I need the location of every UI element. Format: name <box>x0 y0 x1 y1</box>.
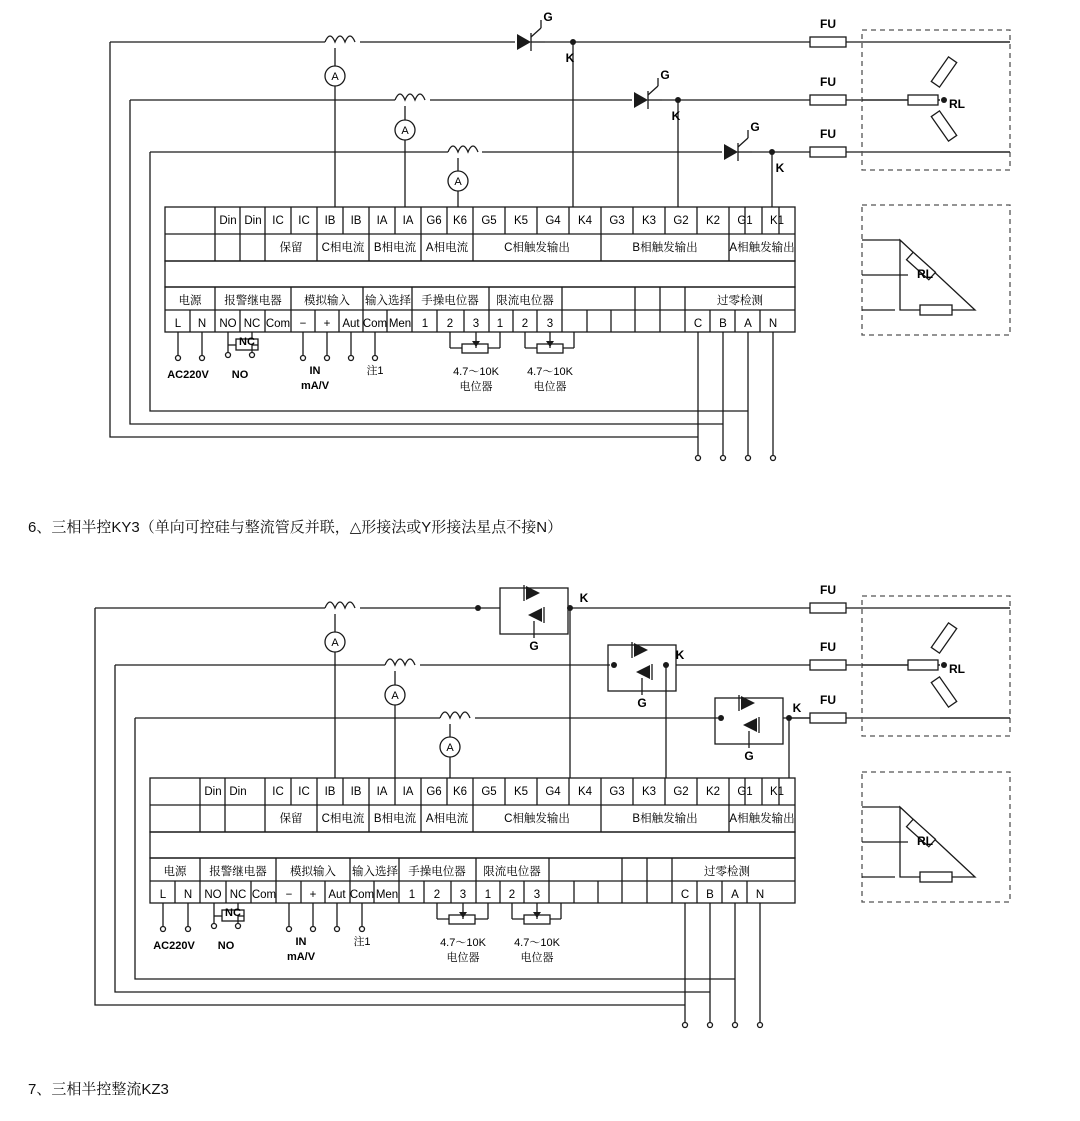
caption-diagram-1: 6、三相半控KY3（单向可控硅与整流管反并联，△形接法或Y形接法星点不接N） <box>28 519 563 536</box>
cell2-r1-8: G6 <box>426 786 442 798</box>
cell2-r1-17: K2 <box>705 786 721 798</box>
wiring-diagram-kz3-svg <box>0 560 1080 1050</box>
label2-relay-nc: NC <box>225 907 241 919</box>
group-label-reserve: 保留 <box>279 242 303 254</box>
cell-r1-2: IC <box>272 215 284 227</box>
terminal-row1-labels <box>219 215 784 227</box>
ammeter-icon-6: A <box>446 742 454 754</box>
label-analog-unit: mA/V <box>300 380 330 392</box>
cell2-r1-6: IA <box>376 786 388 798</box>
label2-power-supply: AC220V <box>153 940 195 952</box>
label-load-y: RL <box>949 97 965 111</box>
fuse-1 <box>810 37 846 47</box>
cell2-r4-11: 2 <box>433 889 441 901</box>
cell-r1-13: K4 <box>577 215 593 227</box>
cell-r1-19: K1 <box>769 215 785 227</box>
fuse2-3 <box>810 713 846 723</box>
label2-fuse-2: FU <box>820 640 836 654</box>
cell-r1-14: G3 <box>609 215 625 227</box>
label2-fuse-1: FU <box>820 583 836 597</box>
cell-r1-18: G1 <box>737 215 753 227</box>
group2-label-ic: C相电流 <box>321 813 365 825</box>
label2-analog-unit: mA/V <box>286 951 316 963</box>
cell2-r1-14: G3 <box>609 786 625 798</box>
load-delta-box-2 <box>862 772 1010 902</box>
potentiometer-1 <box>450 341 500 353</box>
cell-r4-12: 3 <box>472 318 480 330</box>
cell-r1-6: IA <box>376 215 388 227</box>
group2-label-cout: C相触发输出 <box>504 813 570 825</box>
group2-label-ib: B相电流 <box>373 813 417 825</box>
cell-r1-11: K5 <box>513 215 529 227</box>
cell-r4-9: Men <box>388 318 412 330</box>
cell2-r4-3: NC <box>229 889 247 901</box>
cell-r1-7: IA <box>402 215 414 227</box>
ammeter-icon-5: A <box>391 690 399 702</box>
cell2-r1-13: K4 <box>577 786 593 798</box>
group-label-analog: 模拟输入 <box>304 295 350 307</box>
ct-coil-2 <box>395 94 425 207</box>
cell2-r1-18: G1 <box>737 786 753 798</box>
load-y-box <box>862 30 1010 170</box>
group-label-zero: 过零检测 <box>717 295 763 307</box>
label2-load-y: RL <box>949 662 965 676</box>
fuse-3 <box>810 147 846 157</box>
group2-label-aout: A相触发输出 <box>729 813 795 825</box>
cell-r1-9: K6 <box>452 215 468 227</box>
ct2-coil-1 <box>325 602 355 778</box>
potentiometer-2b <box>512 912 561 924</box>
label2-cathode-3: K <box>792 701 802 715</box>
cell-r1-1: Din <box>244 215 262 227</box>
label2-pot1-name: 电位器 <box>446 952 480 964</box>
cell2-r4-10: 1 <box>408 889 416 901</box>
group-label-ib: B相电流 <box>373 242 417 254</box>
group2-label-reserve: 保留 <box>279 813 303 825</box>
label-fuse-2: FU <box>820 75 836 89</box>
label-pot1-value: 4.7～10K <box>453 366 499 378</box>
label2-cathode-2: K <box>675 648 685 662</box>
cell2-r4-1: N <box>183 889 193 901</box>
cell2-r4-9: Men <box>375 889 399 901</box>
cell-r4-13: 1 <box>496 318 504 330</box>
group2-label-pot1: 手操电位器 <box>408 866 466 878</box>
group2-label-bout: B相触发输出 <box>632 813 698 825</box>
ammeter-icon-2: A <box>401 125 409 137</box>
cell-r1-4: IB <box>324 215 336 227</box>
cell-r4-2: NO <box>219 318 237 330</box>
label2-gate-3: G <box>744 749 754 763</box>
label2-pot1-value: 4.7～10K <box>440 937 486 949</box>
cell2-r4-14: 2 <box>508 889 516 901</box>
label2-pot2-value: 4.7～10K <box>514 937 560 949</box>
fuse2-2 <box>810 660 846 670</box>
group2-label-relay: 报警继电器 <box>209 866 267 878</box>
cell2-r4-4: Com <box>251 889 277 901</box>
cell2-r1-3: IC <box>298 786 310 798</box>
cell2-r1-10: G5 <box>481 786 497 798</box>
wiring-diagram-kz3 <box>0 560 1080 1050</box>
group-label-pot1: 手操电位器 <box>421 295 479 307</box>
label2-gate-2: G <box>637 696 647 710</box>
label-pot2-name: 电位器 <box>533 381 567 393</box>
label2-relay-no: NO <box>217 940 235 952</box>
label-pot1-name: 电位器 <box>459 381 493 393</box>
group-label-aout: A相触发输出 <box>729 242 795 254</box>
group-label-pot2: 限流电位器 <box>496 295 554 307</box>
terminal-row2-labels <box>280 240 795 254</box>
label-cathode-2: K <box>671 109 681 123</box>
cell2-r1-11: K5 <box>513 786 529 798</box>
label2-pot2-name: 电位器 <box>520 952 554 964</box>
cell-r1-0: Din <box>219 215 237 227</box>
cell2-r1-5: IB <box>350 786 362 798</box>
ct-coil-1 <box>325 36 355 207</box>
load-delta-box <box>862 205 1010 335</box>
group-label-ia: A相电流 <box>425 242 469 254</box>
cell-r1-3: IC <box>298 215 310 227</box>
cell2-r4-0: L <box>159 889 167 901</box>
terminal-row4-labels <box>175 318 777 330</box>
cell2-r4-18: C <box>680 889 690 901</box>
group2-label-zero: 过零检测 <box>704 866 750 878</box>
load-y-box-2 <box>862 596 1010 736</box>
cell2-r1-0: Din <box>204 786 222 798</box>
group-label-power: 电源 <box>178 295 202 307</box>
cell-r4-21: N <box>768 318 778 330</box>
ammeter-icon-1: A <box>331 71 339 83</box>
cell2-r4-12: 3 <box>459 889 467 901</box>
label-power-supply: AC220V <box>167 369 209 381</box>
cell2-r4-15: 3 <box>533 889 541 901</box>
label2-gate-1: G <box>529 639 539 653</box>
ct2-labels <box>331 637 454 754</box>
label-relay-no: NO <box>231 369 249 381</box>
ammeter-icon-4: A <box>331 637 339 649</box>
terminal2-row2-labels <box>280 811 795 825</box>
cell2-r1-16: G2 <box>673 786 689 798</box>
group2-label-pot2: 限流电位器 <box>483 866 541 878</box>
terminal2-row3-labels <box>164 864 751 878</box>
cell-r4-6: + <box>323 318 331 330</box>
cell2-r4-13: 1 <box>484 889 492 901</box>
cell-r4-10: 1 <box>421 318 429 330</box>
cell-r4-15: 3 <box>546 318 554 330</box>
ct-labels <box>331 71 462 188</box>
label-gate-1: G <box>543 10 553 24</box>
label-cathode-3: K <box>775 161 785 175</box>
label2-note-1: 注1 <box>353 936 371 948</box>
group-label-relay: 报警继电器 <box>224 295 282 307</box>
cell2-r1-15: K3 <box>641 786 657 798</box>
cell2-r4-19: B <box>706 889 714 901</box>
label-load-delta: RL <box>917 267 933 281</box>
label-analog-in: IN <box>309 365 321 377</box>
cell-r4-4: Com <box>265 318 291 330</box>
group-label-select: 输入选择 <box>365 295 411 307</box>
label2-fuse-3: FU <box>820 693 836 707</box>
ammeter-icon-3: A <box>454 176 462 188</box>
cell2-r4-20: A <box>731 889 739 901</box>
cell-r1-15: K3 <box>641 215 657 227</box>
wiring-diagram-ky3 <box>0 0 1080 490</box>
ct2-coil-3 <box>440 712 470 778</box>
cell-r4-18: C <box>693 318 703 330</box>
cell-r4-1: N <box>197 318 207 330</box>
group2-label-ia: A相电流 <box>425 813 469 825</box>
group-label-cout: C相触发输出 <box>504 242 570 254</box>
cell2-r1-9: K6 <box>452 786 468 798</box>
cell2-r4-21: N <box>755 889 765 901</box>
cell-r1-10: G5 <box>481 215 497 227</box>
label-pot2-value: 4.7～10K <box>527 366 573 378</box>
cell2-r4-6: + <box>309 889 317 901</box>
label-fuse-3: FU <box>820 127 836 141</box>
cell2-r1-19: K1 <box>769 786 785 798</box>
cell2-r1-2: IC <box>272 786 284 798</box>
cell-r4-19: B <box>719 318 727 330</box>
label-gate-3: G <box>750 120 760 134</box>
power-labels <box>543 10 965 281</box>
cell-r1-16: G2 <box>673 215 689 227</box>
cell2-r4-8: Com <box>349 889 375 901</box>
cell2-r4-5: − <box>285 889 293 901</box>
gate-cathode-wires <box>541 20 772 207</box>
antiparallel-pair-2 <box>608 642 705 695</box>
cell2-r4-7: Aut <box>328 889 346 901</box>
antiparallel-pair-1 <box>475 585 573 638</box>
cell-r4-8: Com <box>362 318 388 330</box>
cell-r1-17: K2 <box>705 215 721 227</box>
group-label-ic: C相电流 <box>321 242 365 254</box>
label-cathode-1: K <box>565 51 575 65</box>
cell-r1-5: IB <box>350 215 362 227</box>
fuse2-1 <box>810 603 846 613</box>
label2-load-delta: RL <box>917 834 933 848</box>
group2-label-analog: 模拟输入 <box>290 866 336 878</box>
cell-r4-5: − <box>299 318 307 330</box>
cell-r4-0: L <box>174 318 182 330</box>
label2-analog-in: IN <box>295 936 307 948</box>
cell2-r1-1: Din <box>229 786 247 798</box>
cell-r4-14: 2 <box>521 318 529 330</box>
cell2-r1-7: IA <box>402 786 414 798</box>
label-gate-2: G <box>660 68 670 82</box>
k-wires-2 <box>570 608 789 778</box>
thyristor-3 <box>724 134 775 168</box>
label2-cathode-1: K <box>579 591 589 605</box>
caption-diagram-2: 7、三相半控整流KZ3 <box>28 1081 169 1098</box>
group2-label-power: 电源 <box>163 866 187 878</box>
cell-r4-20: A <box>744 318 752 330</box>
label-relay-nc: NC <box>239 336 255 348</box>
cell2-r1-4: IB <box>324 786 336 798</box>
label-note-1: 注1 <box>366 365 384 377</box>
terminal-row3-labels <box>179 293 764 307</box>
potentiometer-2 <box>525 341 574 353</box>
cell2-r1-12: G4 <box>545 786 561 798</box>
fuse-2 <box>810 95 846 105</box>
wiring-diagram-ky3-svg <box>0 0 1080 490</box>
ct-coil-3 <box>448 146 478 207</box>
cell-r4-11: 2 <box>446 318 454 330</box>
potentiometer-1b <box>437 912 488 924</box>
cell-r1-8: G6 <box>426 215 442 227</box>
cell-r4-3: NC <box>243 318 261 330</box>
cell-r4-7: Aut <box>342 318 360 330</box>
cell2-r4-2: NO <box>204 889 222 901</box>
cell-r1-12: G4 <box>545 215 561 227</box>
group2-label-select: 输入选择 <box>352 866 398 878</box>
label-fuse-1: FU <box>820 17 836 31</box>
group-label-bout: B相触发输出 <box>632 242 698 254</box>
